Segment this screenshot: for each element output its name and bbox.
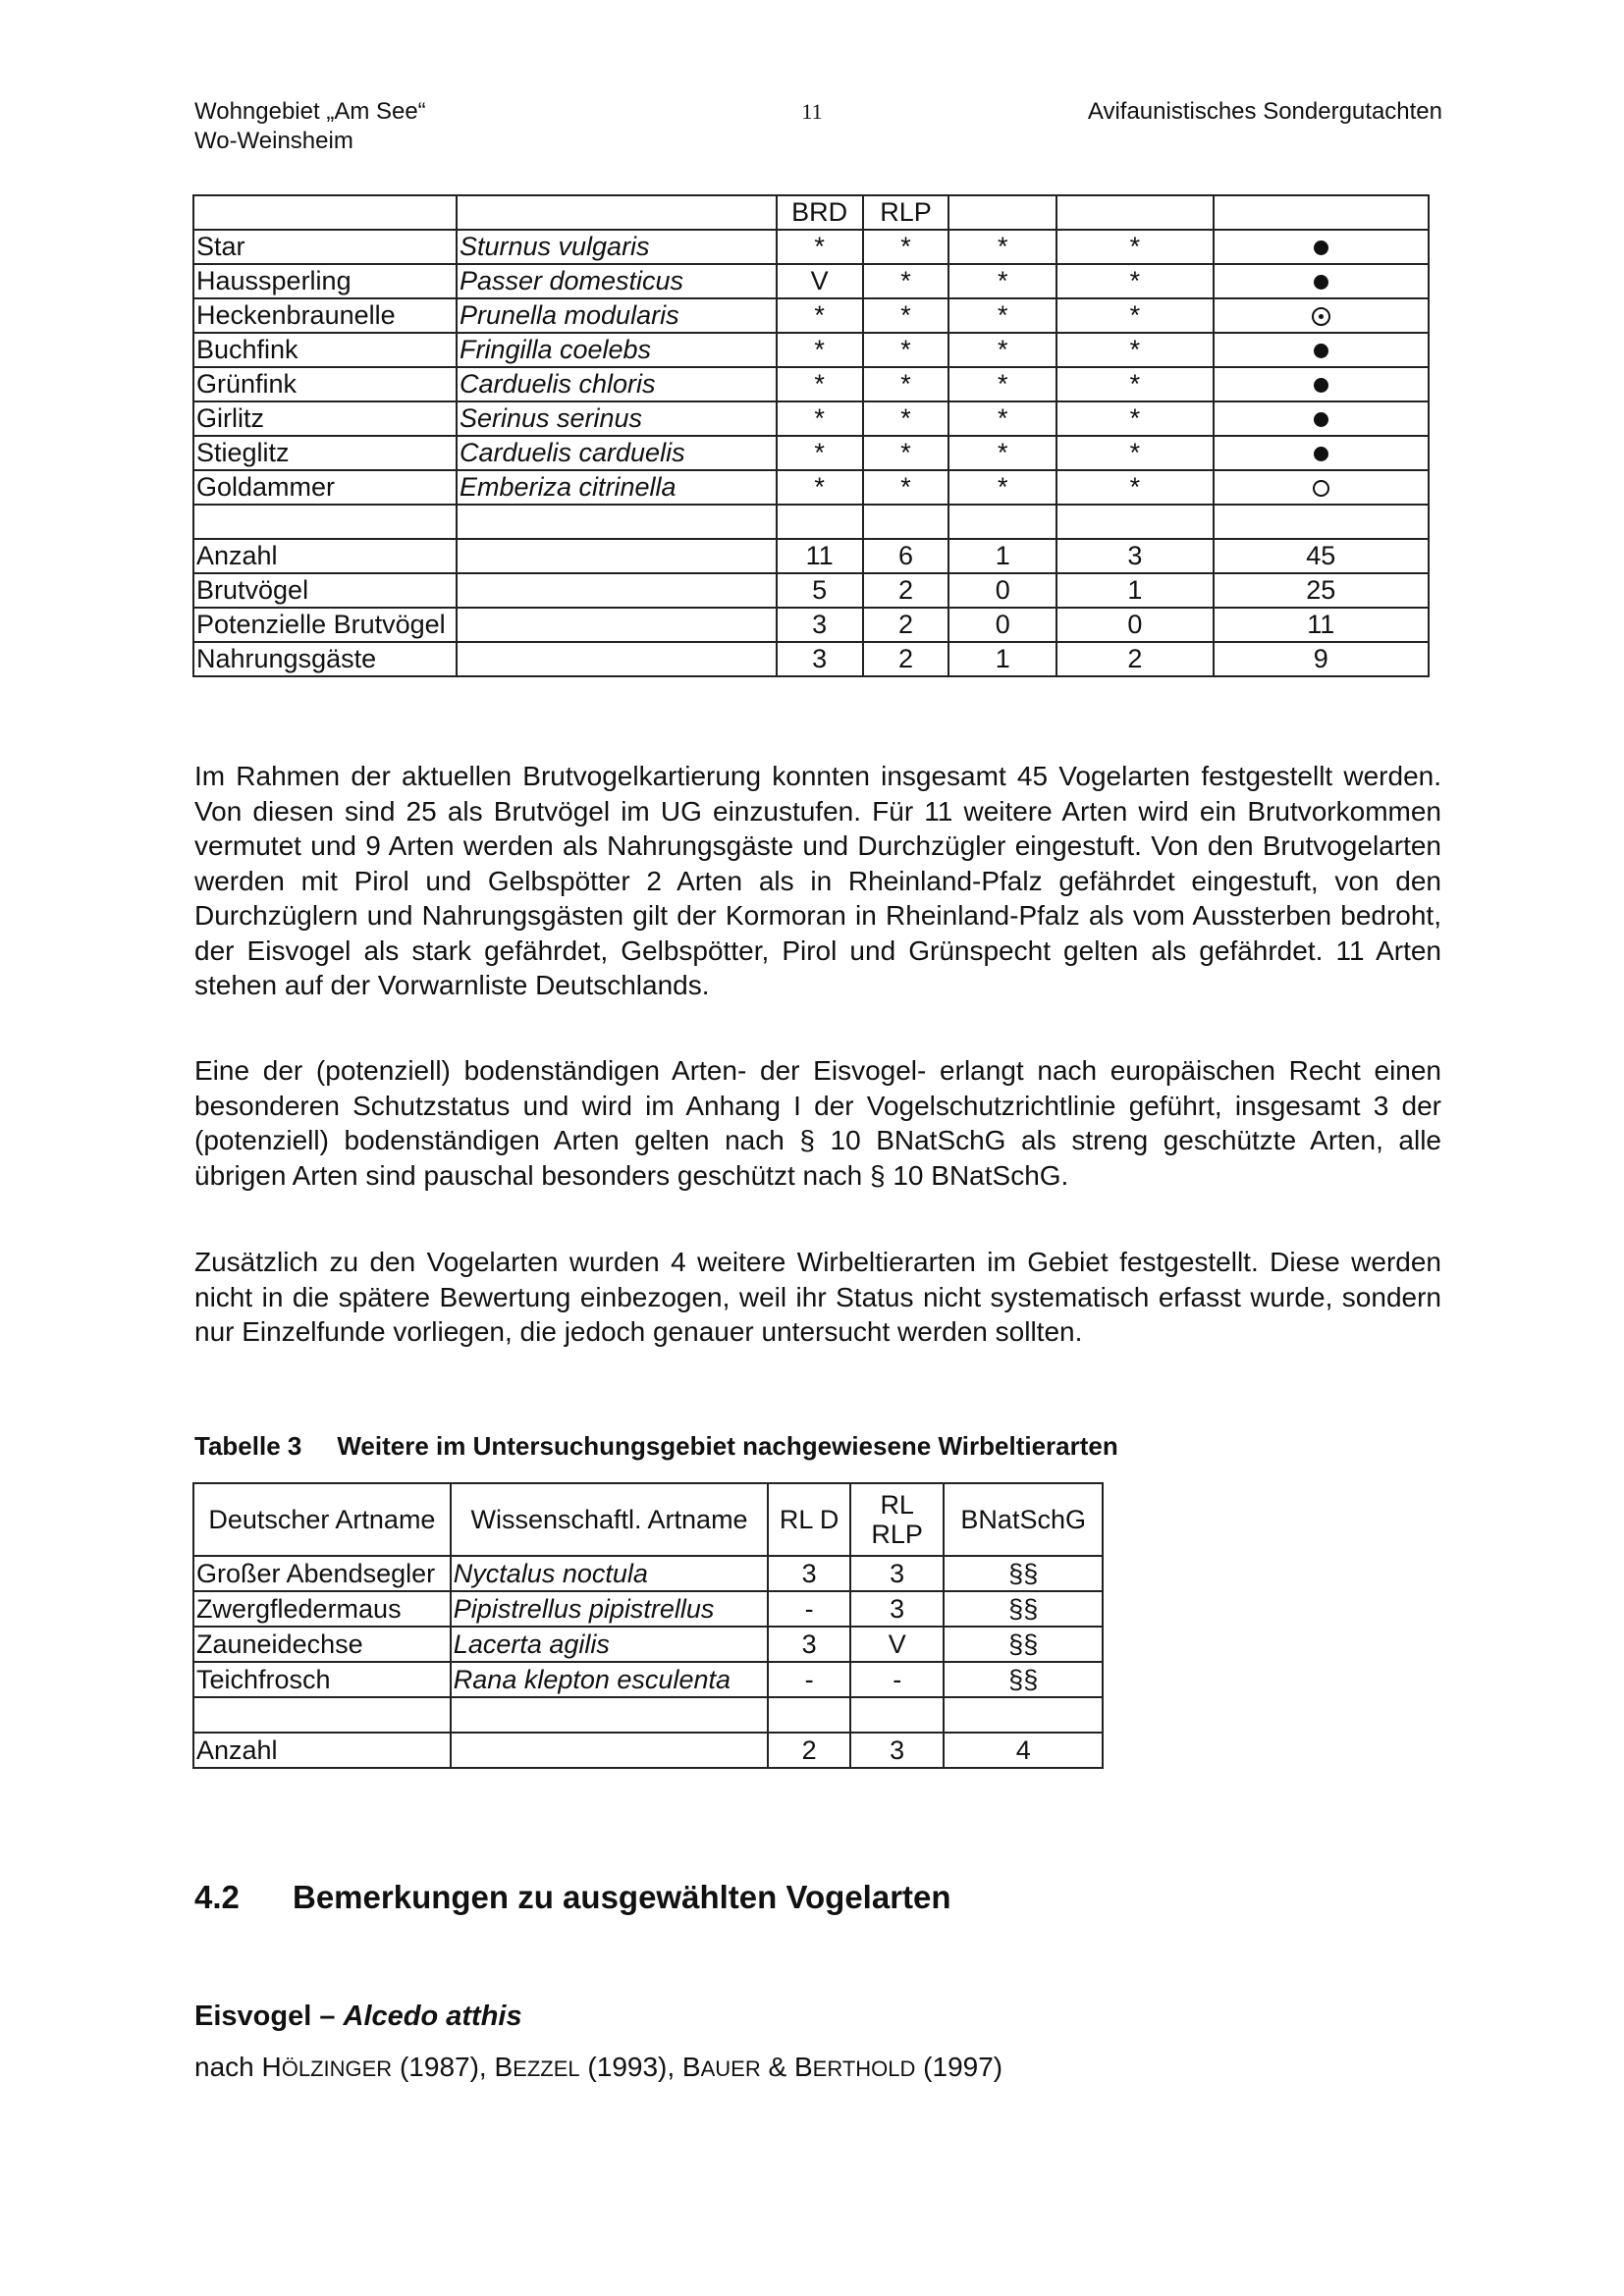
species-common-name: Stieglitz	[193, 436, 457, 470]
table-row	[193, 1662, 1103, 1697]
table-header-cell: Wissenschaftl. Artname	[451, 1483, 768, 1556]
summary-value: 0	[948, 608, 1056, 642]
status-cell: *	[863, 264, 949, 298]
summary-label: Nahrungsgäste	[193, 642, 457, 676]
summary-value: 6	[863, 539, 949, 573]
table-header-cell: BRD	[777, 195, 863, 230]
table-row	[193, 264, 1429, 298]
species-scientific-name: Fringilla coelebs	[457, 333, 777, 367]
reference-separator: &	[760, 2052, 794, 2082]
summary-value: 3	[1056, 539, 1214, 573]
table-header-row	[193, 1483, 1103, 1556]
status-cell: *	[1056, 470, 1214, 505]
status-cell: *	[1056, 333, 1214, 367]
species-common-name: Teichfrosch	[193, 1662, 451, 1697]
filled-dot-icon	[1314, 378, 1328, 393]
species-scientific-name: Alcedo atthis	[343, 2001, 522, 2032]
table-summary-row	[193, 642, 1429, 676]
status-cell: *	[777, 436, 863, 470]
table-row	[193, 436, 1429, 470]
status-cell: V	[777, 264, 863, 298]
header-project-title: Wohngebiet „Am See“	[194, 98, 426, 125]
status-symbol-cell	[1214, 367, 1429, 401]
species-common-name: Haussperling	[193, 264, 457, 298]
status-cell: *	[1056, 230, 1214, 264]
table-summary-row	[193, 1733, 1103, 1768]
table-row	[193, 1556, 1103, 1591]
author-initial: H	[261, 2052, 282, 2082]
species-common-name: Goldammer	[193, 470, 457, 505]
summary-value: 9	[1214, 642, 1429, 676]
table-header-cell	[850, 1483, 944, 1556]
status-cell: *	[1056, 264, 1214, 298]
table-header-cell	[457, 195, 777, 230]
dotted-circle-icon	[1312, 307, 1330, 326]
status-cell: *	[1056, 401, 1214, 436]
status-cell: *	[863, 470, 949, 505]
protection-status: §§	[944, 1556, 1103, 1591]
table-header-cell	[1214, 195, 1429, 230]
status-cell: *	[1056, 436, 1214, 470]
status-cell: *	[1056, 367, 1214, 401]
species-scientific-name: Nyctalus noctula	[451, 1556, 768, 1591]
status-symbol-cell	[1214, 333, 1429, 367]
table-header-cell: BNatSchG	[944, 1483, 1103, 1556]
literature-reference	[194, 2052, 1002, 2083]
status-cell: *	[948, 298, 1056, 333]
filled-dot-icon	[1314, 240, 1328, 255]
summary-value: 2	[863, 608, 949, 642]
status-cell: *	[863, 367, 949, 401]
status-cell: *	[863, 230, 949, 264]
bird-species-table	[192, 194, 1430, 677]
summary-value: 0	[1056, 608, 1214, 642]
page-number: 11	[801, 99, 823, 124]
status-symbol-cell	[1214, 436, 1429, 470]
red-list-germany: 3	[768, 1627, 850, 1662]
summary-value: 1	[948, 642, 1056, 676]
header-location: Wo-Weinsheim	[194, 128, 353, 154]
summary-value: 2	[768, 1733, 850, 1768]
red-list-rlp: 3	[850, 1591, 944, 1627]
status-cell: *	[777, 298, 863, 333]
table-empty-row	[193, 505, 1429, 539]
summary-value: 5	[777, 573, 863, 608]
table-row	[193, 1627, 1103, 1662]
table-row	[193, 470, 1429, 505]
table-empty-row	[193, 1697, 1103, 1733]
protection-status: §§	[944, 1627, 1103, 1662]
table-caption-label: Tabelle 3	[194, 1431, 302, 1461]
status-cell: *	[863, 401, 949, 436]
red-list-rlp: V	[850, 1627, 944, 1662]
species-common-name: Grünfink	[193, 367, 457, 401]
status-cell: *	[948, 333, 1056, 367]
red-list-germany: 3	[768, 1556, 850, 1591]
vertebrate-species-table	[192, 1482, 1104, 1769]
author-name: AUER	[700, 2056, 761, 2081]
species-heading	[194, 2001, 522, 2033]
author-name: ERTHOLD	[812, 2056, 916, 2081]
table-caption-title: Weitere im Untersuchungsgebiet nachgewiesene Wirbeltierarten	[337, 1431, 1118, 1461]
species-common-name: Zwergfledermaus	[193, 1591, 451, 1627]
table-row	[193, 401, 1429, 436]
species-common-name: Girlitz	[193, 401, 457, 436]
table-header-cell: RL D	[768, 1483, 850, 1556]
status-cell: *	[948, 401, 1056, 436]
species-scientific-name: Serinus serinus	[457, 401, 777, 436]
summary-value: 4	[944, 1733, 1103, 1768]
empty-cell	[457, 608, 777, 642]
red-list-germany: -	[768, 1662, 850, 1697]
status-cell: *	[948, 264, 1056, 298]
status-cell: *	[1056, 298, 1214, 333]
section-number: 4.2	[194, 1879, 240, 1915]
red-list-germany: -	[768, 1591, 850, 1627]
species-scientific-name: Lacerta agilis	[451, 1627, 768, 1662]
status-symbol-cell	[1214, 470, 1429, 505]
protection-status: §§	[944, 1662, 1103, 1697]
status-symbol-cell	[1214, 264, 1429, 298]
species-scientific-name: Passer domesticus	[457, 264, 777, 298]
red-list-rlp: -	[850, 1662, 944, 1697]
species-common-name: Zauneidechse	[193, 1627, 451, 1662]
status-symbol-cell	[1214, 298, 1429, 333]
table-header-cell: Deutscher Artname	[193, 1483, 451, 1556]
species-common-name: Star	[193, 230, 457, 264]
species-common-name: Heckenbraunelle	[193, 298, 457, 333]
red-list-rlp: 3	[850, 1556, 944, 1591]
status-cell: *	[948, 367, 1056, 401]
summary-value: 3	[777, 642, 863, 676]
summary-label: Anzahl	[193, 1733, 451, 1768]
table-row	[193, 1591, 1103, 1627]
status-cell: *	[777, 333, 863, 367]
table-header-cell	[948, 195, 1056, 230]
author-name: ÖLZINGER	[281, 2056, 393, 2081]
species-scientific-name: Pipistrellus pipistrellus	[451, 1591, 768, 1627]
reference-prefix: nach	[194, 2052, 262, 2082]
table-row	[193, 298, 1429, 333]
status-cell: *	[777, 470, 863, 505]
status-cell: *	[948, 470, 1056, 505]
section-heading	[194, 1879, 951, 1916]
reference-year: (1993),	[579, 2052, 682, 2082]
reference-year: (1987),	[392, 2052, 495, 2082]
status-cell: *	[777, 401, 863, 436]
table-summary-row	[193, 573, 1429, 608]
status-cell: *	[948, 230, 1056, 264]
summary-value: 2	[863, 573, 949, 608]
reference-year: (1997)	[915, 2052, 1003, 2082]
header-document-type: Avifaunistisches Sondergutachten	[1087, 98, 1442, 125]
author-initial: B	[494, 2052, 514, 2082]
paragraph-breeding-survey: Im Rahmen der aktuellen Brutvogelkartierung konnten insgesamt 45 Vogelarten festgestellt werden. Von diesen sind 25 als Brutvögel im UG einzustufen. Für 11 weitere Arten wird ein Brutvorkommen vermutet und 9 Arten werden als Nahrungsgäste und Durchzügler eingestuft. Von den Brutvogelarten werden mit Pirol und Gelbspötter 2 Arten als in Rheinland-Pfalz gefährdet eingestuft, von den Durchzüglern und Nahrungsgästen gilt der Kormoran in Rheinland-Pfalz als vom Aussterben bedroht, der Eisvogel als stark gefährdet, Gelbspötter, Pirol und Grünspecht gelten als gefährdet. 11 Arten stehen auf der Vorwarnliste Deutschlands.	[194, 761, 1441, 1000]
paragraph-other-vertebrates: Zusätzlich zu den Vogelarten wurden 4 weitere Wirbeltierarten im Gebiet festgestellt. Diese werden nicht in die spätere Bewertung einbezogen, weil ihr Status nicht systematisch erfasst wurde, sondern nur Einzelfunde vorliegen, die jedoch genauer untersucht werden sollten.	[194, 1247, 1441, 1347]
table-row	[193, 333, 1429, 367]
table-row	[193, 367, 1429, 401]
summary-value: 2	[863, 642, 949, 676]
summary-value: 2	[1056, 642, 1214, 676]
summary-value: 45	[1214, 539, 1429, 573]
section-title: Bemerkungen zu ausgewählten Vogelarten	[293, 1879, 951, 1915]
summary-value: 11	[777, 539, 863, 573]
table-header-row	[193, 195, 1429, 230]
status-cell: *	[948, 436, 1056, 470]
species-scientific-name: Carduelis chloris	[457, 367, 777, 401]
status-symbol-cell	[1214, 230, 1429, 264]
table-header-line: RL	[880, 1490, 914, 1520]
species-common-name: Eisvogel –	[194, 2001, 344, 2032]
open-circle-icon	[1313, 480, 1329, 497]
table-header-cell	[193, 195, 457, 230]
filled-dot-icon	[1314, 447, 1328, 461]
table-summary-row	[193, 539, 1429, 573]
filled-dot-icon	[1314, 412, 1328, 427]
table-row	[193, 230, 1429, 264]
summary-label: Anzahl	[193, 539, 457, 573]
empty-cell	[457, 539, 777, 573]
species-scientific-name: Sturnus vulgaris	[457, 230, 777, 264]
empty-cell	[457, 642, 777, 676]
table-header-cell: RLP	[863, 195, 949, 230]
summary-value: 1	[948, 539, 1056, 573]
status-cell: *	[863, 333, 949, 367]
status-symbol-cell	[1214, 401, 1429, 436]
table-summary-row	[193, 608, 1429, 642]
species-scientific-name: Emberiza citrinella	[457, 470, 777, 505]
species-scientific-name: Rana klepton esculenta	[451, 1662, 768, 1697]
table-header-cell	[1056, 195, 1214, 230]
species-common-name: Buchfink	[193, 333, 457, 367]
status-cell: *	[863, 436, 949, 470]
status-cell: *	[863, 298, 949, 333]
table-header-line: RLP	[871, 1520, 923, 1549]
filled-dot-icon	[1314, 344, 1328, 358]
author-initial: B	[793, 2052, 813, 2082]
summary-value: 3	[850, 1733, 944, 1768]
status-cell: *	[777, 367, 863, 401]
summary-value: 3	[777, 608, 863, 642]
status-cell: *	[777, 230, 863, 264]
author-initial: B	[681, 2052, 701, 2082]
paragraph-protection-status: Eine der (potenziell) bodenständigen Arten- der Eisvogel- erlangt nach europäischen Recht einen besonderen Schutzstatus und wird im Anhang I der Vogelschutzrichtlinie geführt, insgesamt 3 der (potenziell) bodenständigen Arten gelten nach § 10 BNatSchG als streng geschützte Arten, alle übrigen Arten sind pauschal besonders geschützt nach § 10 BNatSchG.	[194, 1055, 1441, 1191]
species-common-name: Großer Abendsegler	[193, 1556, 451, 1591]
empty-cell	[457, 573, 777, 608]
species-scientific-name: Carduelis carduelis	[457, 436, 777, 470]
summary-label: Brutvögel	[193, 573, 457, 608]
summary-label: Potenzielle Brutvögel	[193, 608, 457, 642]
author-name: EZZEL	[513, 2056, 580, 2081]
species-scientific-name: Prunella modularis	[457, 298, 777, 333]
summary-value: 25	[1214, 573, 1429, 608]
protection-status: §§	[944, 1591, 1103, 1627]
summary-value: 0	[948, 573, 1056, 608]
table-caption	[194, 1431, 1118, 1462]
summary-value: 1	[1056, 573, 1214, 608]
summary-value: 11	[1214, 608, 1429, 642]
filled-dot-icon	[1314, 275, 1328, 290]
